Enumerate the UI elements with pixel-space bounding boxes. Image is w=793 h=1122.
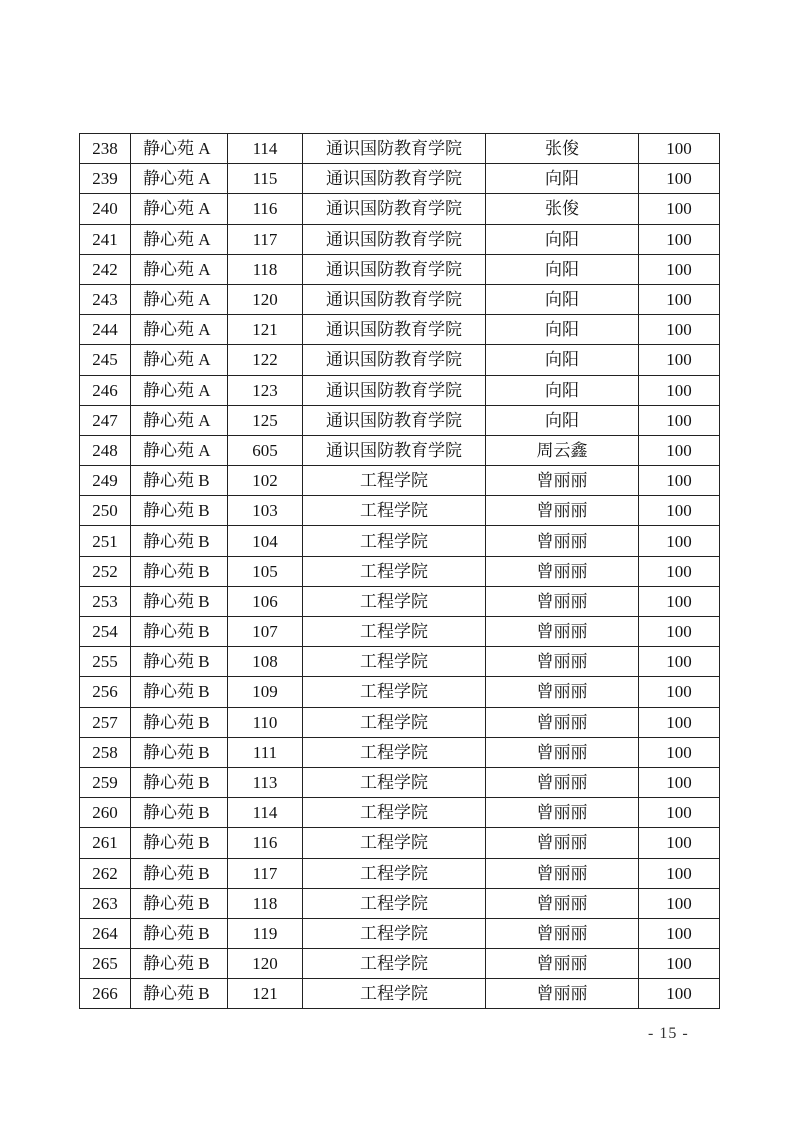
score-cell: 100: [639, 828, 720, 858]
college-cell: 工程学院: [303, 949, 486, 979]
score-cell: 100: [639, 375, 720, 405]
row-number-cell: 264: [80, 918, 131, 948]
college-cell: 通识国防教育学院: [303, 134, 486, 164]
table-row: [80, 315, 720, 345]
row-number-cell: 248: [80, 435, 131, 465]
table-row: [80, 224, 720, 254]
table-row: [80, 345, 720, 375]
room-cell: 119: [228, 918, 303, 948]
table-row: [80, 888, 720, 918]
row-number-cell: 263: [80, 888, 131, 918]
table-row: [80, 466, 720, 496]
building-cell: 静心苑 B: [131, 526, 228, 556]
score-cell: 100: [639, 949, 720, 979]
room-cell: 107: [228, 617, 303, 647]
score-cell: 100: [639, 647, 720, 677]
room-cell: 123: [228, 375, 303, 405]
college-cell: 通识国防教育学院: [303, 164, 486, 194]
teacher-cell: 曾丽丽: [486, 647, 639, 677]
row-number-cell: 260: [80, 798, 131, 828]
room-cell: 108: [228, 647, 303, 677]
room-cell: 605: [228, 435, 303, 465]
college-cell: 工程学院: [303, 556, 486, 586]
college-cell: 工程学院: [303, 707, 486, 737]
room-cell: 114: [228, 134, 303, 164]
college-cell: 通识国防教育学院: [303, 224, 486, 254]
college-cell: 工程学院: [303, 858, 486, 888]
room-cell: 121: [228, 315, 303, 345]
teacher-cell: 曾丽丽: [486, 949, 639, 979]
college-cell: 工程学院: [303, 979, 486, 1009]
score-cell: 100: [639, 315, 720, 345]
room-cell: 111: [228, 737, 303, 767]
table-row: [80, 556, 720, 586]
row-number-cell: 252: [80, 556, 131, 586]
table-row: [80, 134, 720, 164]
row-number-cell: 261: [80, 828, 131, 858]
room-cell: 103: [228, 496, 303, 526]
score-cell: 100: [639, 224, 720, 254]
room-cell: 120: [228, 284, 303, 314]
building-cell: 静心苑 B: [131, 918, 228, 948]
table-row: [80, 979, 720, 1009]
teacher-cell: 曾丽丽: [486, 918, 639, 948]
teacher-cell: 曾丽丽: [486, 496, 639, 526]
table-row: [80, 405, 720, 435]
college-cell: 通识国防教育学院: [303, 345, 486, 375]
building-cell: 静心苑 A: [131, 194, 228, 224]
college-cell: 工程学院: [303, 798, 486, 828]
row-number-cell: 240: [80, 194, 131, 224]
score-cell: 100: [639, 858, 720, 888]
table-row: [80, 435, 720, 465]
table-row: [80, 254, 720, 284]
table-row: [80, 767, 720, 797]
row-number-cell: 246: [80, 375, 131, 405]
teacher-cell: 向阳: [486, 254, 639, 284]
building-cell: 静心苑 B: [131, 466, 228, 496]
room-cell: 118: [228, 888, 303, 918]
teacher-cell: 曾丽丽: [486, 707, 639, 737]
college-cell: 工程学院: [303, 586, 486, 616]
score-cell: 100: [639, 405, 720, 435]
college-cell: 工程学院: [303, 526, 486, 556]
building-cell: 静心苑 B: [131, 556, 228, 586]
room-cell: 102: [228, 466, 303, 496]
college-cell: 通识国防教育学院: [303, 435, 486, 465]
teacher-cell: 向阳: [486, 224, 639, 254]
room-cell: 117: [228, 224, 303, 254]
score-cell: 100: [639, 586, 720, 616]
table-row: [80, 496, 720, 526]
room-cell: 125: [228, 405, 303, 435]
teacher-cell: 周云鑫: [486, 435, 639, 465]
row-number-cell: 258: [80, 737, 131, 767]
inspection-table: [79, 133, 720, 1009]
teacher-cell: 向阳: [486, 284, 639, 314]
row-number-cell: 262: [80, 858, 131, 888]
table-row: [80, 798, 720, 828]
table-row: [80, 284, 720, 314]
table-row: [80, 617, 720, 647]
building-cell: 静心苑 A: [131, 164, 228, 194]
college-cell: 通识国防教育学院: [303, 375, 486, 405]
building-cell: 静心苑 B: [131, 707, 228, 737]
teacher-cell: 曾丽丽: [486, 979, 639, 1009]
score-cell: 100: [639, 556, 720, 586]
building-cell: 静心苑 B: [131, 647, 228, 677]
row-number-cell: 250: [80, 496, 131, 526]
college-cell: 工程学院: [303, 617, 486, 647]
building-cell: 静心苑 B: [131, 737, 228, 767]
score-cell: 100: [639, 737, 720, 767]
room-cell: 116: [228, 828, 303, 858]
room-cell: 116: [228, 194, 303, 224]
row-number-cell: 265: [80, 949, 131, 979]
table-row: [80, 375, 720, 405]
table-row: [80, 828, 720, 858]
building-cell: 静心苑 B: [131, 496, 228, 526]
score-cell: 100: [639, 677, 720, 707]
table-row: [80, 647, 720, 677]
score-cell: 100: [639, 435, 720, 465]
teacher-cell: 曾丽丽: [486, 767, 639, 797]
room-cell: 109: [228, 677, 303, 707]
table-row: [80, 858, 720, 888]
room-cell: 121: [228, 979, 303, 1009]
room-cell: 115: [228, 164, 303, 194]
table-row: [80, 737, 720, 767]
teacher-cell: 向阳: [486, 405, 639, 435]
table-row: [80, 586, 720, 616]
table-row: [80, 194, 720, 224]
teacher-cell: 曾丽丽: [486, 737, 639, 767]
room-cell: 105: [228, 556, 303, 586]
college-cell: 工程学院: [303, 466, 486, 496]
row-number-cell: 239: [80, 164, 131, 194]
college-cell: 工程学院: [303, 647, 486, 677]
score-cell: 100: [639, 345, 720, 375]
room-cell: 106: [228, 586, 303, 616]
teacher-cell: 向阳: [486, 345, 639, 375]
room-cell: 113: [228, 767, 303, 797]
room-cell: 104: [228, 526, 303, 556]
building-cell: 静心苑 B: [131, 767, 228, 797]
row-number-cell: 266: [80, 979, 131, 1009]
college-cell: 通识国防教育学院: [303, 284, 486, 314]
teacher-cell: 曾丽丽: [486, 828, 639, 858]
score-cell: 100: [639, 284, 720, 314]
building-cell: 静心苑 B: [131, 858, 228, 888]
college-cell: 工程学院: [303, 677, 486, 707]
room-cell: 117: [228, 858, 303, 888]
college-cell: 工程学院: [303, 918, 486, 948]
table-row: [80, 918, 720, 948]
row-number-cell: 256: [80, 677, 131, 707]
teacher-cell: 曾丽丽: [486, 466, 639, 496]
room-cell: 110: [228, 707, 303, 737]
score-cell: 100: [639, 888, 720, 918]
score-cell: 100: [639, 767, 720, 797]
table-row: [80, 677, 720, 707]
building-cell: 静心苑 B: [131, 949, 228, 979]
building-cell: 静心苑 B: [131, 586, 228, 616]
score-cell: 100: [639, 526, 720, 556]
row-number-cell: 242: [80, 254, 131, 284]
building-cell: 静心苑 B: [131, 979, 228, 1009]
row-number-cell: 259: [80, 767, 131, 797]
building-cell: 静心苑 B: [131, 828, 228, 858]
row-number-cell: 257: [80, 707, 131, 737]
college-cell: 通识国防教育学院: [303, 315, 486, 345]
building-cell: 静心苑 B: [131, 617, 228, 647]
building-cell: 静心苑 A: [131, 224, 228, 254]
building-cell: 静心苑 B: [131, 798, 228, 828]
teacher-cell: 向阳: [486, 164, 639, 194]
table-row: [80, 164, 720, 194]
teacher-cell: 曾丽丽: [486, 526, 639, 556]
college-cell: 工程学院: [303, 737, 486, 767]
teacher-cell: 曾丽丽: [486, 617, 639, 647]
row-number-cell: 249: [80, 466, 131, 496]
teacher-cell: 曾丽丽: [486, 858, 639, 888]
building-cell: 静心苑 A: [131, 375, 228, 405]
room-cell: 122: [228, 345, 303, 375]
college-cell: 通识国防教育学院: [303, 194, 486, 224]
college-cell: 工程学院: [303, 828, 486, 858]
teacher-cell: 曾丽丽: [486, 556, 639, 586]
teacher-cell: 张俊: [486, 134, 639, 164]
college-cell: 工程学院: [303, 767, 486, 797]
teacher-cell: 向阳: [486, 375, 639, 405]
row-number-cell: 247: [80, 405, 131, 435]
college-cell: 通识国防教育学院: [303, 254, 486, 284]
building-cell: 静心苑 B: [131, 888, 228, 918]
score-cell: 100: [639, 617, 720, 647]
building-cell: 静心苑 A: [131, 315, 228, 345]
teacher-cell: 向阳: [486, 315, 639, 345]
room-cell: 120: [228, 949, 303, 979]
teacher-cell: 张俊: [486, 194, 639, 224]
building-cell: 静心苑 A: [131, 435, 228, 465]
teacher-cell: 曾丽丽: [486, 888, 639, 918]
row-number-cell: 255: [80, 647, 131, 677]
table-row: [80, 526, 720, 556]
row-number-cell: 245: [80, 345, 131, 375]
teacher-cell: 曾丽丽: [486, 798, 639, 828]
college-cell: 工程学院: [303, 496, 486, 526]
row-number-cell: 241: [80, 224, 131, 254]
building-cell: 静心苑 A: [131, 254, 228, 284]
score-cell: 100: [639, 707, 720, 737]
building-cell: 静心苑 A: [131, 345, 228, 375]
row-number-cell: 238: [80, 134, 131, 164]
score-cell: 100: [639, 979, 720, 1009]
teacher-cell: 曾丽丽: [486, 586, 639, 616]
score-cell: 100: [639, 194, 720, 224]
score-cell: 100: [639, 496, 720, 526]
page-number: - 15 -: [648, 1025, 689, 1042]
score-cell: 100: [639, 164, 720, 194]
row-number-cell: 253: [80, 586, 131, 616]
row-number-cell: 251: [80, 526, 131, 556]
college-cell: 工程学院: [303, 888, 486, 918]
row-number-cell: 243: [80, 284, 131, 314]
room-cell: 118: [228, 254, 303, 284]
room-cell: 114: [228, 798, 303, 828]
building-cell: 静心苑 B: [131, 677, 228, 707]
building-cell: 静心苑 A: [131, 134, 228, 164]
building-cell: 静心苑 A: [131, 284, 228, 314]
teacher-cell: 曾丽丽: [486, 677, 639, 707]
building-cell: 静心苑 A: [131, 405, 228, 435]
score-cell: 100: [639, 254, 720, 284]
score-cell: 100: [639, 466, 720, 496]
score-cell: 100: [639, 798, 720, 828]
table-body: [80, 134, 720, 1009]
table-row: [80, 707, 720, 737]
score-cell: 100: [639, 918, 720, 948]
score-cell: 100: [639, 134, 720, 164]
row-number-cell: 254: [80, 617, 131, 647]
table-row: [80, 949, 720, 979]
row-number-cell: 244: [80, 315, 131, 345]
college-cell: 通识国防教育学院: [303, 405, 486, 435]
